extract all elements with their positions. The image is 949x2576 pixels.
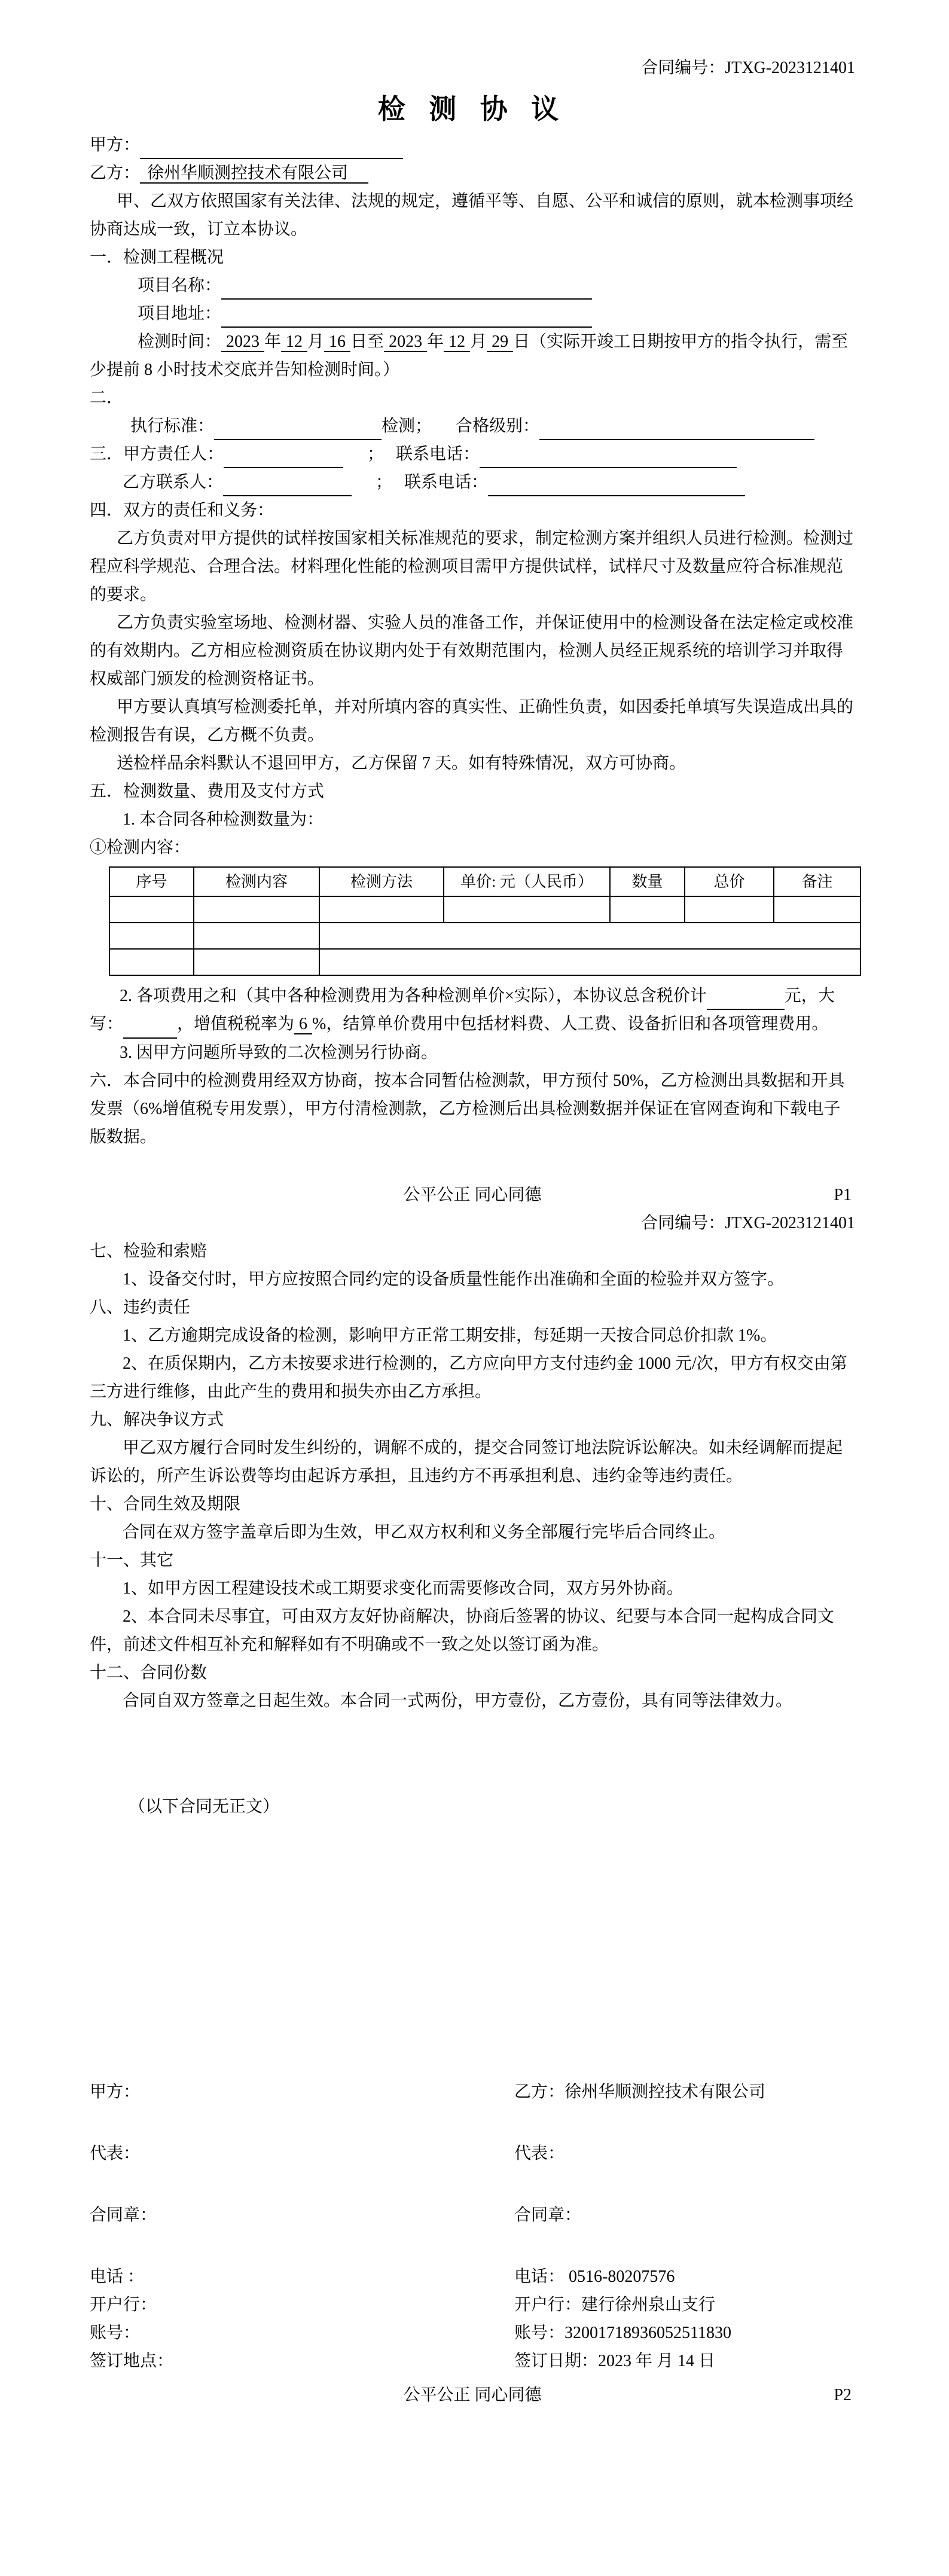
section6-paragraph: 六．本合同中的检测费用经双方协商，按本合同暂估检测款，甲方预付 50%，乙方检测出具数据和开具发票（6%增值税专用发票），甲方付清检测款，乙方检测后出具检测数据并保证在官网查询和下载电子版数据。 [90,1072,845,1146]
signature-bank-a: 开户行： [90,2296,157,2314]
section8-heading: 八、违约责任 [90,1298,191,1317]
project-name-blank-field [221,280,592,300]
table-header-row [109,867,860,896]
section2-heading: 二． [90,389,124,407]
fee-sum-line [90,982,855,1039]
phone-label: 联系电话： [404,473,489,492]
table-cell-empty [319,896,444,923]
section1-heading: 一．检测工程概况 [90,248,224,267]
section5-item1: 1. 本合同各种检测数量为： [123,810,324,829]
signature-date: 签订日期：2023 年 月 14 日 [514,2352,716,2370]
party-b-contact-blank-field [223,477,352,496]
party-a-line [90,131,855,159]
col-header-method: 检测方法 [319,867,444,896]
signature-party-b: 乙方：徐州华顺测控技术有限公司 [514,2083,766,2101]
footer-motto: 公平公正 同心同德 [403,2386,542,2404]
detection-time-paragraph [90,328,855,384]
project-address-label: 项目地址： [138,304,222,323]
table-row [109,949,860,975]
signature-row-bank [90,2291,855,2319]
section11-item1: 1、如甲方因工程建设技术或工期要求变化而需要修改合同，双方另外协商。 [123,1579,684,1598]
exec-standard-line [90,412,855,440]
month-unit: 月 [307,332,325,351]
year-unit: 年 [427,332,444,351]
section5-item3: 3. 因甲方问题所导致的二次检测另行协商。 [120,1043,438,1062]
col-header-unit-price: 单价: 元（人民币） [444,867,610,896]
table-cell-empty [109,896,194,923]
grade-label: 合格级别： [456,417,540,435]
signature-rep-b: 代表： [514,2144,565,2163]
party-a-responsible-label: 三．甲方责任人： [90,445,224,463]
table-cell-empty [194,923,319,949]
signature-row-account [90,2319,855,2347]
section4-paragraph-4: 送检样品余料默认不退回甲方，乙方保留 7 天。如有特殊情况，双方可协商。 [117,754,686,773]
party-b-contact-label: 乙方联系人： [123,473,224,492]
table-cell-empty [194,896,319,923]
spacer [90,1715,855,1793]
signature-row-representative [90,2139,855,2168]
section10-heading: 十、合同生效及期限 [90,1495,241,1513]
signature-place: 签订地点： [90,2352,174,2370]
amount-words-label: 大写： [90,987,835,1033]
start-month-value: 12 [281,332,307,352]
signature-rep-a: 代表： [90,2144,141,2163]
page-number: P2 [834,2386,852,2404]
project-name-line [90,271,855,300]
section4-paragraph-3: 甲方要认真填写检测委托单，并对所填内容的真实性、正确性负责，如因委托单填写失误造成出具的检测报告有误，乙方概不负责。 [90,698,854,744]
signature-row-party [90,2078,855,2106]
col-header-index: 序号 [109,867,194,896]
signature-party-a: 甲方： [90,2083,141,2101]
signature-phone-a: 电话 ： [90,2267,145,2286]
signature-seal-a: 合同章： [90,2206,157,2224]
section7-heading: 七、检验和索赔 [90,1242,208,1260]
party-a-responsible-line [90,440,855,468]
signature-row-seal [90,2201,855,2229]
year-unit: 年 [264,332,282,351]
start-day-value: 16 [324,332,350,352]
tax-rate-value: 6 [294,1015,312,1034]
detection-content-table [109,866,861,976]
section9-heading: 九、解决争议方式 [90,1411,224,1429]
table-cell-empty [610,896,685,923]
preamble-paragraph: 甲、乙双方依照国家有关法律、法规的规定，遵循平等、自愿、公平和诚信的原则，就本检测事项经协商达成一致，订立本协议。 [90,192,854,239]
table-row [109,923,860,949]
col-header-quantity: 数量 [610,867,685,896]
project-address-line [90,300,855,328]
col-header-total: 总价 [685,867,774,896]
fee-sum-unit: 元， [784,987,818,1005]
table-cell-empty [109,949,194,975]
project-address-blank-field [221,309,592,328]
contract-number: 合同编号：JTXG-2023121401 [641,1214,855,1232]
grade-blank-field [539,421,814,440]
table-cell-empty [685,896,774,923]
fee-sum-text: 2. 各项费用之和（其中各种检测费用为各种检测单价×实际），本协议总含税价计 [120,987,707,1005]
start-year-value: 2023 [221,332,264,352]
party-b-phone-blank-field [488,477,745,496]
section4-paragraph-2: 乙方负责实验室场地、检测材器、实验人员的准备工作，并保证使用中的检测设备在法定检定或校准的有效期内。乙方相应检测资质在协议期内处于有效期范围内，检测人员经正规系统的培训学习并取得权威部门颁发的检测资格证书。 [90,614,854,688]
signature-row-place-date [90,2347,855,2375]
section9-paragraph: 甲乙双方履行合同时发生纠纷的，调解不成的，提交合同签订地法院诉讼解决。如未经调解而提起诉讼的，所产生诉讼费等均由起诉方承担，且违约方不再承担利息、违约金等违约责任。 [90,1439,843,1485]
table-cell-empty [109,923,194,949]
party-a-label: 甲方： [90,136,141,154]
section7-item1: 1、设备交付时，甲方应按照合同约定的设备质量性能作出准确和全面的检验并双方签字。 [123,1270,785,1289]
table-cell-empty [194,949,319,975]
page1-footer [90,1181,855,1209]
page-number: P1 [834,1186,852,1204]
party-a-blank-field [140,140,403,159]
project-name-label: 项目名称： [138,276,222,295]
signature-phone-b: 电话： 0516-80207576 [514,2267,675,2286]
signature-account-b: 账号：32001718936052511830 [514,2324,731,2342]
col-header-content: 检测内容 [194,867,319,896]
signature-row-phone [90,2263,855,2291]
tax-rate-text: ，增值税税率为 [177,1015,295,1033]
contract-number: 合同编号：JTXG-2023121401 [641,59,855,77]
party-a-responsible-blank-field [224,449,343,468]
end-day-value: 29 [487,332,513,352]
exec-standard-mid: 检测； [382,417,432,435]
section11-heading: 十一、其它 [90,1551,174,1570]
signature-bank-b: 开户行：建行徐州泉山支行 [514,2296,716,2314]
month-unit: 月 [470,332,487,351]
page2-footer [90,2381,855,2409]
table-cell-empty-merged [319,923,860,949]
detection-content-label: ①检测内容： [90,838,191,857]
time-clause-tail: 日（实际开竣工日期按甲方的指令执行， [513,332,815,351]
time-clause-continuation: 需至少提前 8 小时技术交底并告知检测时间。） [90,332,849,379]
table-cell-empty [444,896,610,923]
no-body-note: （以下合同无正文） [129,1797,280,1816]
date-to-text: 日至 [350,332,385,351]
detection-time-label: 检测时间： [138,332,222,351]
exec-standard-blank-field [214,421,382,440]
semicolon: ； [367,445,385,463]
end-year-value: 2023 [384,332,427,352]
amount-words-blank-field [123,1020,177,1039]
total-price-blank-field [707,991,785,1010]
section4-paragraph-1: 乙方负责对甲方提供的试样按国家相关标准规范的要求，制定检测方案并组织人员进行检测。检测过程应科学规范、合理合法。材料理化性能的检测项目需甲方提供试样，试样尺寸及数量应符合标准规范的要求。 [90,529,854,604]
party-a-phone-blank-field [480,449,737,468]
section5-heading: 五．检测数量、费用及支付方式 [90,782,325,801]
signature-seal-b: 合同章： [514,2206,582,2224]
exec-standard-label: 执行标准： [130,417,215,435]
spacer [90,1151,855,1181]
fee-detail-text: %，结算单价费用中包括材料费、人工费、设备折旧和各项管理费用。 [312,1015,829,1033]
section10-paragraph: 合同在双方签字盖章后即为生效，甲乙双方权利和义务全部履行完毕后合同终止。 [123,1523,726,1542]
table-cell-empty [774,896,860,923]
end-month-value: 12 [444,332,470,352]
table-cell-empty-merged [319,949,860,975]
section4-heading: 四．双方的责任和义务： [90,501,274,520]
semicolon: ； [376,473,393,492]
table-row [109,896,860,923]
party-b-name: 徐州华顺测控技术有限公司 [140,164,368,184]
section11-item2: 2、本合同未尽事宜，可由双方友好协商解决，协商后签署的协议、纪要与本合同一起构成合同文件，前述文件相互补充和解释如有不明确或不一致之处以签订函为准。 [90,1607,835,1654]
signature-account-a: 账号： [90,2324,141,2342]
footer-motto: 公平公正 同心同德 [403,1186,542,1204]
spacer [90,2375,855,2381]
party-b-label: 乙方： [90,164,141,182]
section12-paragraph: 合同自双方签章之日起生效。本合同一式两份，甲方壹份，乙方壹份，具有同等法律效力。 [123,1692,793,1710]
section8-item2: 2、在质保期内，乙方未按要求进行检测的，乙方应向甲方支付违约金 1000 元/次，甲方有权交由第三方进行维修，由此产生的费用和损失亦由乙方承担。 [90,1354,847,1401]
spacer [90,1821,855,2078]
party-b-line [90,159,855,187]
phone-label: 联系电话： [396,445,480,463]
section12-heading: 十二、合同份数 [90,1664,208,1682]
document-title: 检 测 协 议 [377,94,567,124]
section8-item1: 1、乙方逾期完成设备的检测，影响甲方正常工期安排，每延期一天按合同总价扣款 1%。 [123,1326,777,1345]
col-header-remark: 备注 [774,867,860,896]
party-b-contact-line [90,468,855,496]
